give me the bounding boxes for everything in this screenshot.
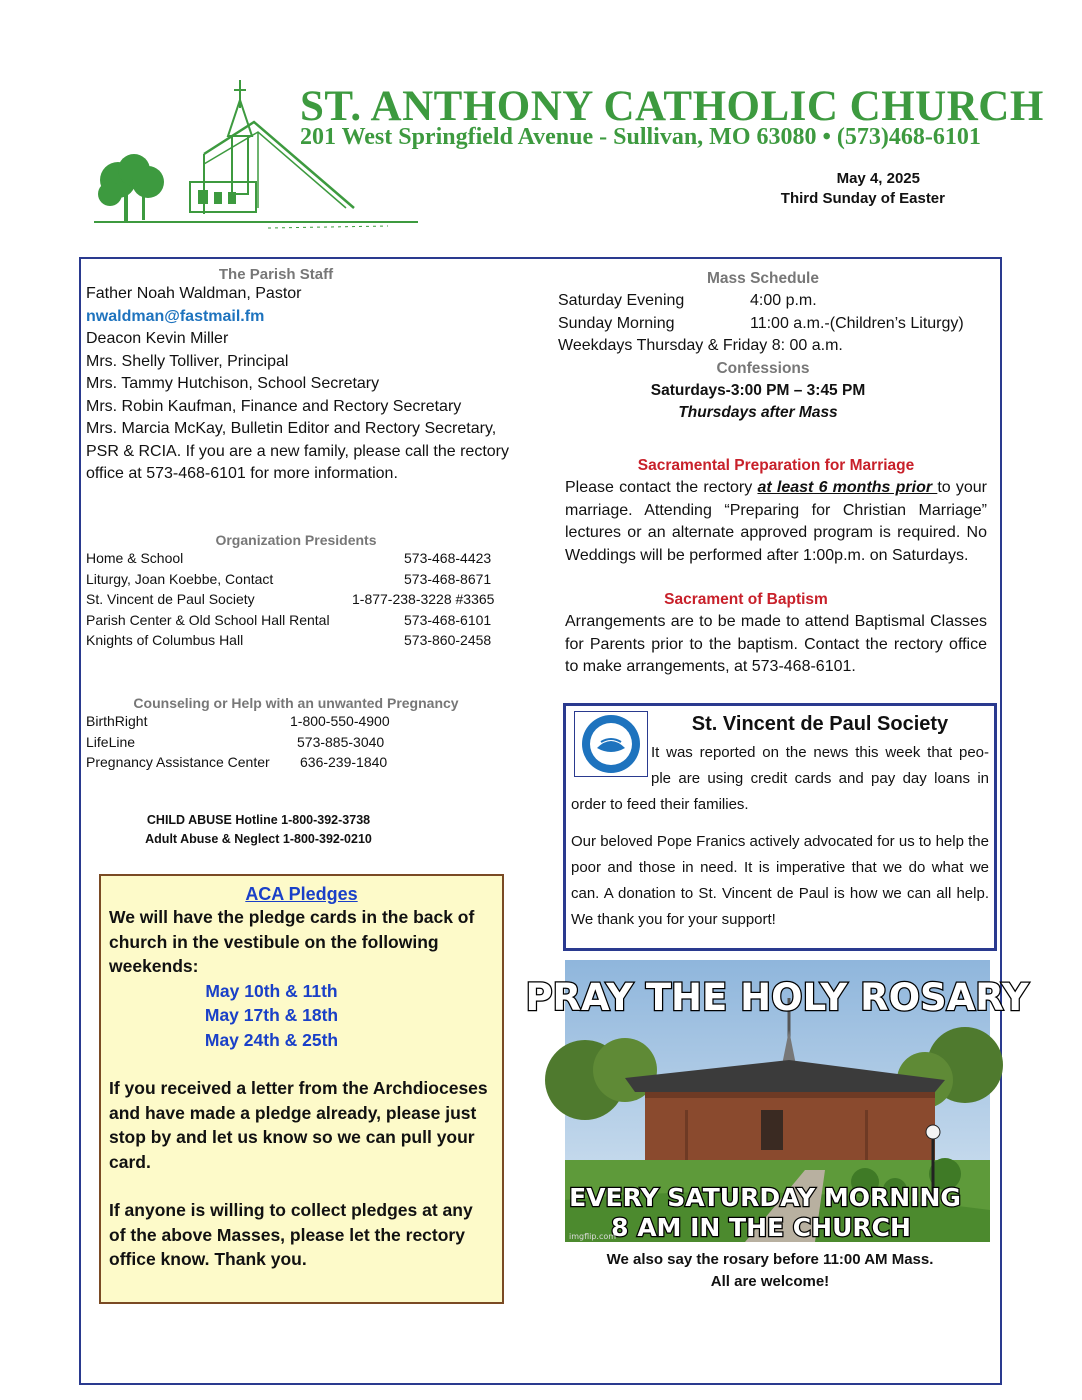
org-name: Liturgy, Joan Koebbe, Contact bbox=[86, 570, 274, 587]
aca-date: May 10th & 11th bbox=[205, 980, 338, 1001]
svdp-line: It was reported on the news this week that peo- bbox=[651, 744, 989, 761]
liturgical-day: Third Sunday of Easter bbox=[780, 190, 945, 207]
org-name: Knights of Columbus Hall bbox=[86, 632, 244, 648]
counsel-row bbox=[86, 713, 516, 734]
marriage-text-post: to your marriage. Attending “Preparing for Christian Marriage” lectures or an alternate approved program is required. No Weddings will be performed after 1:00p.m. on Saturdays. bbox=[565, 479, 987, 564]
counsel-name: BirthRight bbox=[86, 713, 148, 729]
org-row bbox=[86, 571, 516, 592]
aca-date: May 24th & 25th bbox=[204, 1029, 339, 1050]
svdp-line: ple are using credit cards and pay day loans in bbox=[651, 770, 989, 787]
rosary-caption-line: We also say the rosary before 11:00 AM Mass. bbox=[606, 1251, 934, 1268]
pastor-email-link[interactable]: nwaldman@fastmail.fm bbox=[86, 307, 265, 325]
staff-line: Mrs. Marcia McKay, Bulletin Editor and Rectory Secretary, bbox=[86, 420, 497, 437]
rosary-church-image bbox=[525, 960, 1029, 1242]
child-abuse-hotline: CHILD ABUSE Hotline 1-800-392-3738 bbox=[146, 813, 371, 827]
org-row bbox=[86, 612, 516, 633]
baptism-heading: Sacrament of Baptism bbox=[664, 591, 828, 608]
org-phone: 573-468-4423 bbox=[404, 550, 492, 566]
mass-row bbox=[558, 313, 998, 336]
svdp-title: St. Vincent de Paul Society bbox=[691, 713, 949, 735]
svdp-line: order to feed their families. bbox=[571, 796, 749, 813]
confessions-thursday: Thursdays after Mass bbox=[678, 403, 838, 421]
marriage-prep-section bbox=[565, 455, 987, 567]
marriage-text-pre: Please contact the rectory bbox=[565, 479, 758, 496]
staff-line: office at 573-468-6101 for more information. bbox=[86, 465, 398, 482]
staff-line: Mrs. Robin Kaufman, Finance and Rectory Secretary bbox=[86, 397, 462, 415]
aca-intro: We will have the pledge cards in the back of church in the vestibule on the following weekends: bbox=[109, 907, 475, 976]
staff-line: Deacon Kevin Miller bbox=[86, 330, 229, 347]
staff-line: PSR & RCIA. If you are a new family, please call the rectory bbox=[86, 442, 509, 460]
marriage-heading: Sacramental Preparation for Marriage bbox=[637, 457, 915, 474]
adult-abuse-hotline: Adult Abuse & Neglect 1-800-392-0210 bbox=[145, 832, 372, 846]
abuse-hotlines bbox=[86, 811, 431, 849]
counsel-row bbox=[86, 754, 516, 775]
org-name: St. Vincent de Paul Society bbox=[86, 591, 255, 607]
svdp-paragraph: Our beloved Pope Franics actively advocated for us to help the poor and those in need. It is imperative that we do what we can. A donation to St. Vincent de Paul is how we can all help. We thank you for your support! bbox=[571, 833, 989, 928]
counsel-name: LifeLine bbox=[86, 733, 136, 750]
counsel-row bbox=[86, 734, 516, 755]
mass-label: Sunday Morning bbox=[558, 314, 675, 332]
org-name: Parish Center & Old School Hall Rental bbox=[86, 611, 330, 628]
mass-label: Saturday Evening bbox=[558, 292, 685, 309]
mass-row bbox=[558, 290, 998, 313]
staff-line: Mrs. Shelly Tolliver, Principal bbox=[86, 352, 289, 370]
mass-time: 4:00 p.m. bbox=[750, 292, 817, 309]
aca-pledges-box bbox=[99, 874, 504, 1304]
rosary-caption bbox=[565, 1249, 975, 1293]
org-phone: 573-468-8671 bbox=[404, 570, 492, 587]
staff-line: Mrs. Tammy Hutchison, School Secretary bbox=[86, 375, 380, 392]
org-row bbox=[86, 632, 516, 653]
parish-staff-heading: The Parish Staff bbox=[218, 266, 334, 283]
org-phone: 1-877-238-3228 #3365 bbox=[352, 591, 495, 607]
org-presidents-heading: Organization Presidents bbox=[215, 532, 377, 548]
counseling-section bbox=[86, 693, 516, 775]
marriage-text bbox=[565, 477, 987, 567]
org-phone: 573-860-2458 bbox=[404, 632, 492, 648]
counsel-phone: 573-885-3040 bbox=[297, 733, 385, 750]
mass-schedule-section bbox=[558, 268, 998, 424]
mass-time: 11:00 a.m.-(Children’s Liturgy) bbox=[750, 314, 964, 332]
baptism-section bbox=[565, 589, 987, 679]
marriage-emphasis: at least 6 months prior bbox=[757, 479, 938, 496]
org-row bbox=[86, 591, 516, 612]
aca-pledges-title[interactable]: ACA Pledges bbox=[245, 884, 358, 904]
organization-presidents-section bbox=[86, 530, 516, 653]
org-phone: 573-468-6101 bbox=[404, 611, 492, 628]
svdp-paragraph-top bbox=[651, 740, 989, 792]
rosary-caption-line: All are welcome! bbox=[710, 1273, 830, 1290]
rosary-banner-top: PRAY THE HOLY ROSARY bbox=[525, 976, 1029, 1019]
org-row bbox=[86, 550, 516, 571]
rosary-banner-bottom-1: EVERY SATURDAY MORNING bbox=[569, 1183, 961, 1212]
church-title: ST. ANTHONY CATHOLIC CHURCH bbox=[300, 83, 1044, 130]
org-name: Home & School bbox=[86, 550, 184, 566]
aca-date: May 17th & 18th bbox=[204, 1005, 339, 1025]
imgflip-watermark: imgflip.com bbox=[569, 1232, 617, 1241]
bulletin-date: May 4, 2025 bbox=[836, 170, 920, 187]
svdp-logo bbox=[574, 711, 648, 777]
confessions-saturday: Saturdays-3:00 PM – 3:45 PM bbox=[650, 381, 866, 399]
baptism-text: Arrangements are to be made to attend Baptismal Classes for Parents prior to the baptism. Contact the rectory office to make arrangements, at 573-468-6101. bbox=[565, 613, 987, 675]
aca-paragraph: If you received a letter from the Archdioceses and have made a pledge already, please just stop by and let us know so we can pull your card. bbox=[109, 1078, 488, 1172]
parish-staff-section bbox=[86, 266, 516, 486]
rosary-banner-bottom-2: 8 AM IN THE CHURCH bbox=[611, 1213, 911, 1242]
counsel-phone: 636-239-1840 bbox=[300, 754, 388, 770]
aca-paragraph: If anyone is willing to collect pledges at any of the above Masses, please let the rectory office know. Thank you. bbox=[109, 1200, 473, 1269]
counsel-name: Pregnancy Assistance Center bbox=[86, 754, 270, 770]
staff-line: Father Noah Waldman, Pastor bbox=[86, 285, 302, 302]
counseling-heading: Counseling or Help with an unwanted Pregnancy bbox=[133, 695, 459, 711]
confessions-heading: Confessions bbox=[716, 359, 810, 377]
weekday-mass: Weekdays Thursday & Friday 8: 00 a.m. bbox=[558, 337, 843, 354]
church-address: 201 West Springfield Avenue - Sullivan, MO 63080 • (573)468-6101 bbox=[300, 124, 981, 150]
mass-schedule-heading: Mass Schedule bbox=[707, 270, 819, 287]
counsel-phone: 1-800-550-4900 bbox=[290, 713, 390, 729]
